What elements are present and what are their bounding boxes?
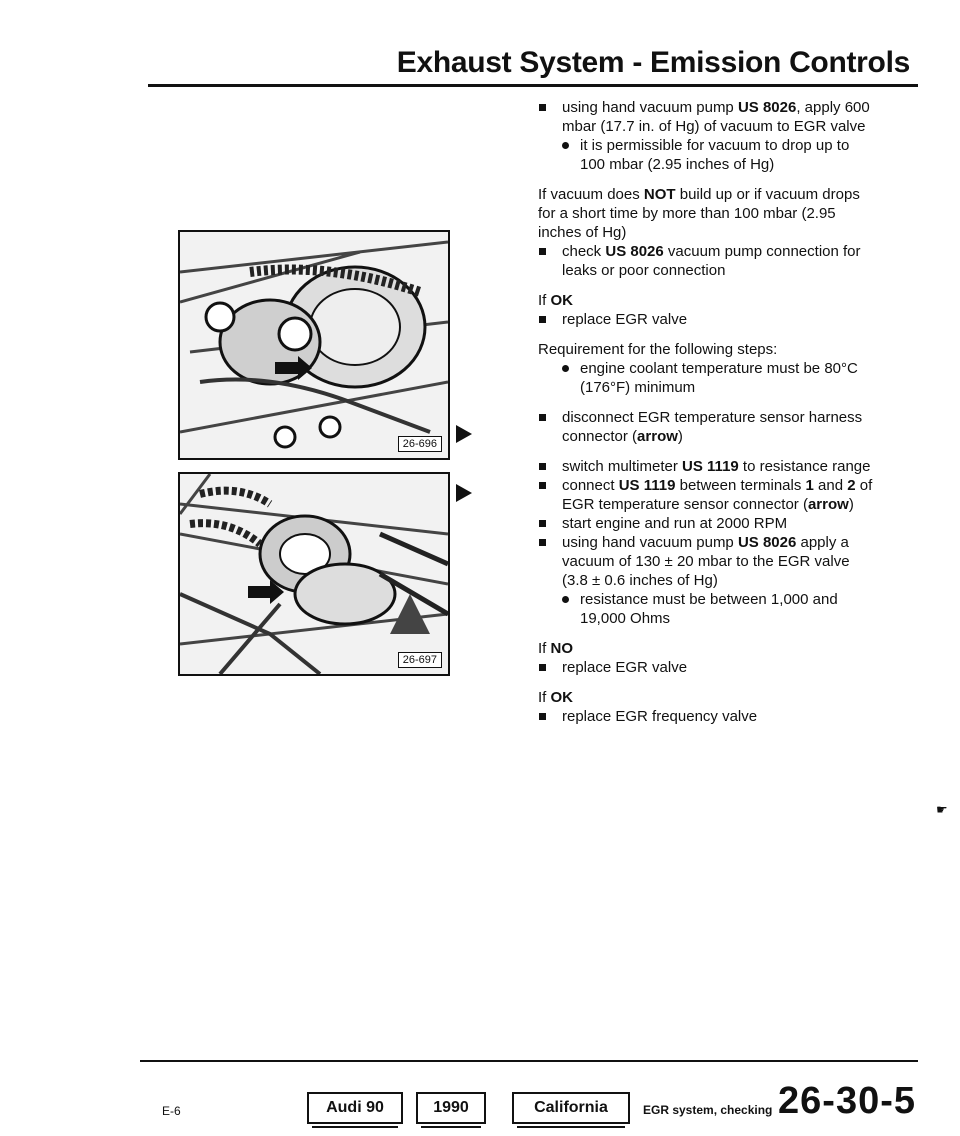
- step-vacuum-drop-note: it is permissible for vacuum to drop up to 100 mbar (2.95 inches of Hg): [538, 136, 878, 174]
- requirement-heading: Requirement for the following steps:: [538, 341, 778, 358]
- badge-year: 1990: [416, 1092, 486, 1124]
- page-title: Exhaust System - Emission Controls: [396, 46, 910, 79]
- step-replace-egr-valve: replace EGR valve: [538, 310, 878, 329]
- pointer-arrow-icon: [456, 425, 472, 443]
- badge-region: California: [512, 1092, 630, 1124]
- spec-resistance: resistance must be between 1,000 and 19,000 Ohms: [538, 590, 878, 628]
- figure-egr-valve-vacuum: [178, 230, 450, 460]
- figure-label: 26-697: [398, 652, 442, 668]
- figure-label: 26-696: [398, 436, 442, 452]
- footer-caption: EGR system, checking: [643, 1103, 773, 1117]
- condition-no-vacuum: If vacuum does NOT build up or if vacuum drops for a short time by more than 100 mbar (2.95 inches of Hg): [538, 186, 860, 241]
- step-apply-vacuum-2: using hand vacuum pump US 8026 apply a vacuum of 130 ± 20 mbar to the EGR valve (3.8 ± 0.6 inches of Hg): [538, 533, 878, 590]
- step-replace-frequency-valve: replace EGR frequency valve: [538, 707, 878, 726]
- condition-ok-2: If OK: [538, 689, 574, 706]
- step-disconnect-connector: disconnect EGR temperature sensor harness connector (arrow): [538, 408, 878, 446]
- margin-mark-icon: ☛: [936, 802, 948, 817]
- badge-model: Audi 90: [307, 1092, 403, 1124]
- footer-section-code: E-6: [162, 1104, 181, 1118]
- footer-rule: [140, 1060, 918, 1062]
- step-apply-vacuum: using hand vacuum pump US 8026, apply 600 mbar (17.7 in. of Hg) of vacuum to EGR valve: [538, 98, 878, 136]
- step-connect-multimeter: connect US 1119 between terminals 1 and 2 of EGR temperature sensor connector (arrow): [538, 476, 878, 514]
- step-check-pump: check US 8026 vacuum pump connection for leaks or poor connection: [538, 242, 878, 280]
- engine-illustration-1: [180, 232, 448, 458]
- engine-illustration-2: [180, 474, 448, 674]
- header-rule: [148, 84, 918, 87]
- step-replace-egr-valve-2: replace EGR valve: [538, 658, 878, 677]
- step-start-engine: start engine and run at 2000 RPM: [538, 514, 878, 533]
- condition-no: If NO: [538, 640, 574, 657]
- figure-egr-temperature-sensor: [178, 472, 450, 676]
- condition-ok: If OK: [538, 292, 574, 309]
- procedure-text: [538, 98, 878, 737]
- page-number: 26-30-5: [778, 1080, 916, 1122]
- pointer-arrow-icon: [456, 484, 472, 502]
- requirement-coolant-temp: engine coolant temperature must be 80°C (176°F) minimum: [538, 359, 878, 397]
- step-switch-multimeter: switch multimeter US 1119 to resistance range: [538, 457, 878, 476]
